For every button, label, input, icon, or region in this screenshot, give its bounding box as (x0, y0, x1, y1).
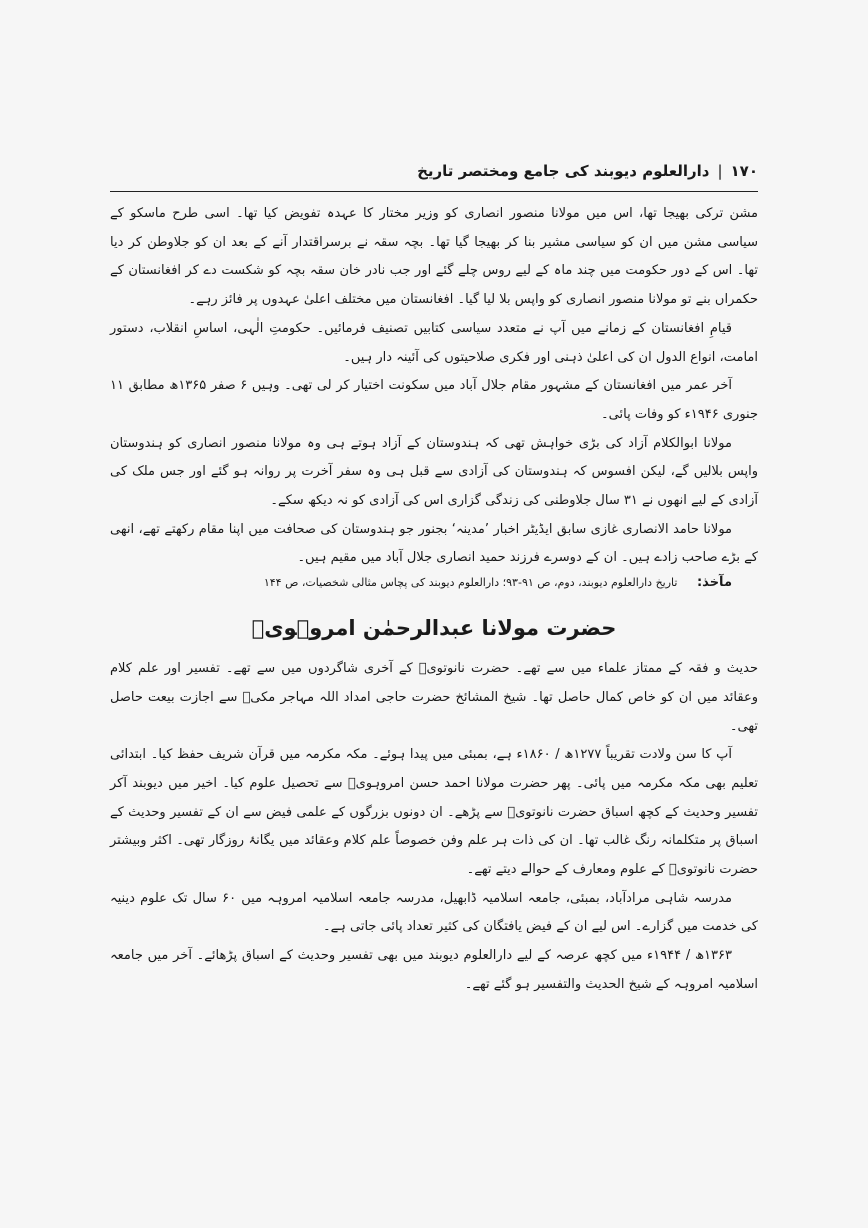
page-number: ۱۷۰ (730, 162, 758, 180)
paragraph: مشن ترکی بھیجا تھا، اس میں مولانا منصور انصاری کو وزیر مختار کا عہدہ تفویض کیا تھا۔ اسی طرح ماسکو کے سیاسی مشن میں ان کو سیاسی مشیر بنا کر بھیجا گیا تھا۔ بچہ سقہ نے برسراقتدار آنے کے بعد ان کو جلاوطن کر دیا تھا۔ اس کے دور حکومت میں چند ماہ کے لیے روس چلے گئے اور جب نادر خان سقہ بچہ کو شکست دے کر افغانستان کے حکمراں بنے تو مولانا منصور انصاری کو واپس بلا لیا گیا۔ افغانستان میں مختلف اعلیٰ عہدوں پر فائز رہے۔ (110, 206, 758, 308)
source-note (110, 573, 758, 593)
paragraph: حدیث و فقہ کے ممتاز علماء میں سے تھے۔ حضرت نانوتویؒ کے آخری شاگردوں میں سے تھے۔ تفسیر اور علم کلام وعقائد میں ان کو خاص کمال حاصل تھا۔ شیخ المشائخ حضرت حاجی امداد اللہ مہاجر مکیؒ سے اجازت بیعت حاصل تھی۔ (110, 661, 758, 734)
paragraph: مدرسہ شاہی مرادآباد، بمبئی، جامعہ اسلامیہ ڈابھیل، مدرسہ جامعہ اسلامیہ امروہہ میں ۶۰ سال تک علوم دینیہ کی خدمت میں گزارے۔ اس لیے ان کے فیض یافتگان کی کثیر تعداد پائی جاتی ہے۔ (110, 890, 758, 935)
paragraph: ۱۳۶۳ھ / ۱۹۴۴ء میں کچھ عرصہ کے لیے دارالعلوم دیوبند میں بھی تفسیر وحدیث کے اسباق پڑھائے۔ آخر میں جامعہ اسلامیہ امروہہ کے شیخ الحدیث والتفسیر ہو گئے تھے۔ (110, 948, 758, 992)
section-heading: حضرت مولانا عبدالرحمٰن امروہویؒ (251, 616, 617, 641)
paragraph: قیامِ افغانستان کے زمانے میں آپ نے متعدد سیاسی کتابیں تصنیف فرمائیں۔ حکومتِ الٰہی، اساسِ انقلاب، دستور امامت، انواع الدول ان کی اعلیٰ ذہنی اور فکری صلاحیتوں کی آئینہ دار ہیں۔ (110, 320, 758, 365)
page-body (110, 200, 758, 1000)
book-title: دارالعلوم دیوبند کی جامع ومختصر تاریخ (417, 162, 710, 180)
header-separator: | (717, 162, 723, 180)
source-label: مآخذ: (696, 575, 732, 591)
running-header (110, 154, 758, 188)
paragraph: مولانا ابوالکلام آزاد کی بڑی خواہش تھی کہ ہندوستان کے آزاد ہوتے ہی وہ مولانا منصور انصاری کو ہندوستان واپس بلالیں گے، لیکن افسوس کہ ہندوستان کی آزادی سے قبل ہی وہ سفر آخرت پر روانہ ہو گئے اور جس ملک کی آزادی کے لیے انھوں نے ۳۱ سال جلاوطنی کی زندگی گزاری اس کی آزادی کو نہ دیکھ سکے۔ (110, 435, 758, 509)
paragraph: آپ کا سن ولادت تقریباً ۱۲۷۷ھ / ۱۸۶۰ء ہے، بمبئی میں پیدا ہوئے۔ مکہ مکرمہ میں قرآن شریف حفظ کیا۔ ابتدائی تعلیم بھی مکہ مکرمہ میں پائی۔ پھر حضرت مولانا احمد حسن امروہویؒ سے تحصیل علوم کیا۔ اخیر میں دیوبند آکر تفسیر وحدیث کے کچھ اسباق حضرت نانوتویؒ سے پڑھے۔ ان دونوں بزرگوں کے علمی فیض سے ان کے تفسیر وحدیث کے اسباق پر متکلمانہ رنگ غالب تھا۔ ان کی ذات ہر علم وفن خصوصاً علم کلام وعقائد میں یگانۂ روزگار تھی۔ اکثر وبیشتر حضرت نانوتویؒ کے علوم ومعارف کے حوالے دیتے تھے۔ (110, 747, 758, 878)
paragraph: مولانا حامد الانصاری غازی سابق ایڈیٹر اخبار ’مدینہ‘ بجنور جو ہندوستان کی صحافت میں اپنا مقام رکھتے تھے، انھی کے بڑے صاحب زادے ہیں۔ ان کے دوسرے فرزند حمید انصاری جلال آباد میں مقیم ہیں۔ (110, 521, 758, 566)
paragraph: آخر عمر میں افغانستان کے مشہور مقام جلال آباد میں سکونت اختیار کر لی تھی۔ وہیں ۶ صفر ۱۳۶۵ھ مطابق ۱۱ جنوری ۱۹۴۶ء کو وفات پائی۔ (110, 378, 758, 422)
source-text: تاریخ دارالعلوم دیوبند، دوم، ص ۹۱-۹۳؛ دارالعلوم دیوبند کی پچاس مثالی شخصیات، ص ۱۴۴ (263, 576, 678, 590)
header-rule (110, 191, 758, 192)
